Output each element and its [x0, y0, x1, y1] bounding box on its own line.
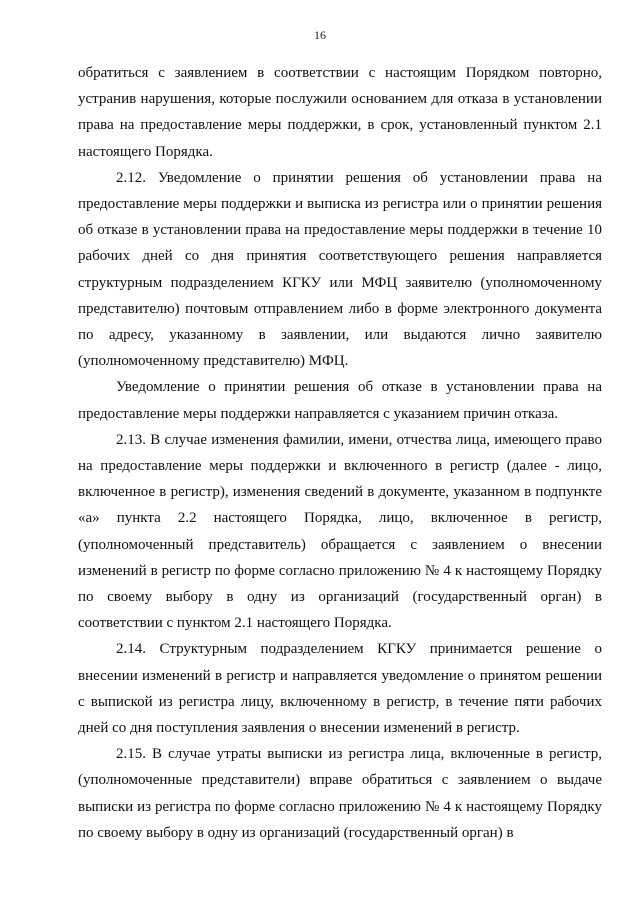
- paragraph-2-14: 2.14. Структурным подразделением КГКУ принимается решение о внесении изменений в регистр и направляется уведомление о принятом решении с выпиской из регистра лицу, включенному в регистр, в течение пяти рабочих дней со дня поступления заявления о внесении изменений в регистр.: [78, 641, 602, 737]
- paragraph-2-12: 2.12. Уведомление о принятии решения об установлении права на предоставление меры поддержки и выписка из регистра или о принятии решения об отказе в установлении права на предоставление меры поддержки в течение 10 рабочих дней со дня принятия соответствующего решения направляется структурным подразделением КГКУ или МФЦ заявителю (уполномоченному представителю) почтовым отправлением либо в форме электронного документа по адресу, указанному в заявлении, или выдаются лично заявителю (уполномоченному представителю) МФЦ.: [78, 169, 602, 370]
- paragraph-2-13: 2.13. В случае изменения фамилии, имени, отчества лица, имеющего право на предоставление меры поддержки и включенного в регистр (далее - лицо, включенное в регистр), изменения сведений в документе, указанном в подпункте «а» пункта 2.2 настоящего Порядка, лицо, включенное в регистр, (уполномоченный представитель) обращается с заявлением о внесении изменений в регистр по форме согласно приложению № 4 к настоящему Порядку по своему выбору в одну из организаций (государственный орган) в соответствии с пунктом 2.1 настоящего Порядка.: [78, 431, 602, 632]
- page-number: 16: [314, 28, 326, 42]
- paragraph-2-15: 2.15. В случае утраты выписки из регистра лица, включенные в регистр, (уполномоченные представители) вправе обратиться с заявлением о выдаче выписки из регистра по форме согласно приложению № 4 к настоящему Порядку по своему выбору в одну из организаций (государственный орган) в: [78, 746, 602, 841]
- paragraph-2-12-refusal-notice: Уведомление о принятии решения об отказе в установлении права на предоставление меры поддержки направляется с указанием причин отказа.: [78, 379, 602, 422]
- document-body: [78, 60, 602, 846]
- paragraph-continuation: обратиться с заявлением в соответствии с настоящим Порядком повторно, устранив нарушения, которые послужили основанием для отказа в установлении права на предоставление меры поддержки, в срок, установленный пунктом 2.1 настоящего Порядка.: [78, 65, 602, 160]
